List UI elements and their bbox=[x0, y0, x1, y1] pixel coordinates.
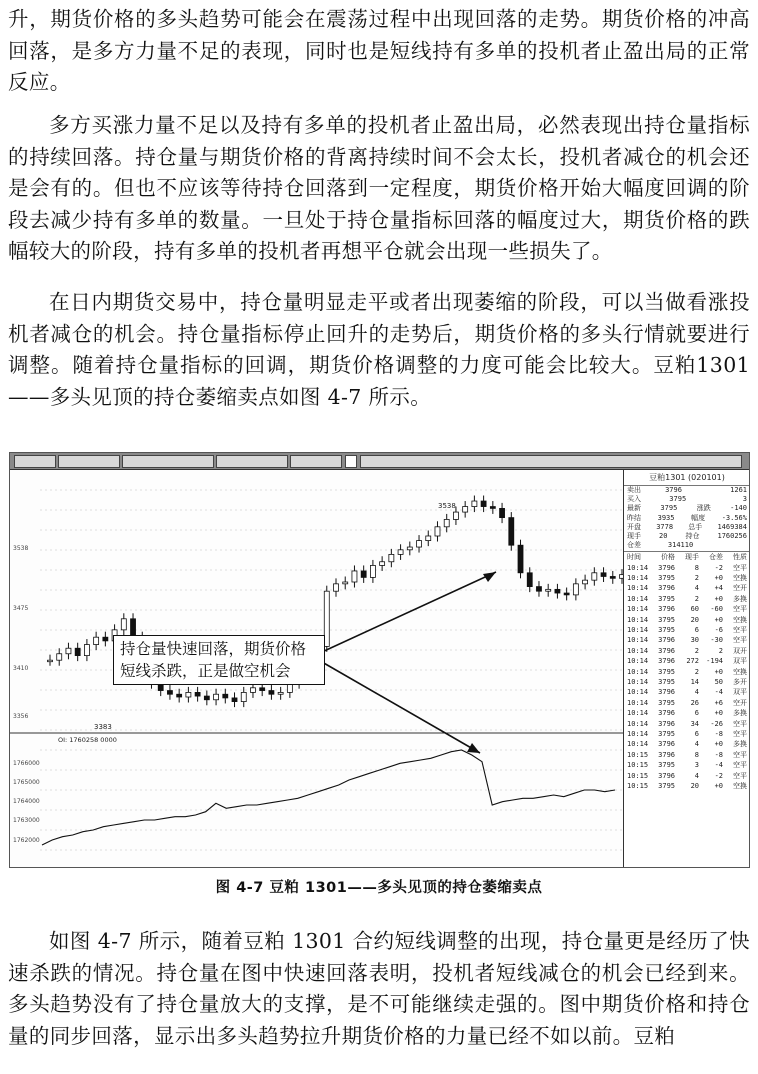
quote-cell: 1760256 bbox=[717, 531, 747, 540]
arrow-head-upper bbox=[483, 572, 496, 582]
toolbar-button[interactable] bbox=[58, 455, 120, 468]
toolbar-button[interactable] bbox=[360, 455, 742, 468]
tick-header-cell: 仓差 bbox=[709, 553, 723, 562]
price-high-label: 3538 bbox=[438, 502, 456, 510]
candle-body bbox=[481, 501, 486, 507]
tick-cell: 2 bbox=[718, 646, 723, 655]
tick-cell: 272 bbox=[686, 657, 699, 666]
tick-cell: 6 bbox=[694, 729, 699, 738]
candle-body bbox=[536, 587, 541, 592]
candle-body bbox=[204, 696, 209, 700]
candle-body bbox=[66, 648, 71, 654]
tick-row bbox=[624, 583, 750, 593]
tick-cell: 3795 bbox=[658, 574, 675, 583]
candle-body bbox=[509, 518, 514, 546]
toolbar-button[interactable] bbox=[290, 455, 342, 468]
tick-cell: 10:15 bbox=[627, 750, 649, 759]
tick-cell: 10:14 bbox=[627, 719, 649, 728]
tick-cell: -194 bbox=[706, 657, 723, 666]
tick-cell: 3795 bbox=[658, 594, 675, 603]
oi-axis-label: 1765000 bbox=[13, 779, 40, 786]
tick-cell: 空平 bbox=[733, 771, 747, 780]
tick-cell: 4 bbox=[694, 771, 699, 780]
tick-row bbox=[624, 604, 750, 614]
quote-cell: 3935 bbox=[657, 513, 675, 522]
candle-body bbox=[610, 576, 615, 578]
tick-cell: 34 bbox=[690, 719, 699, 728]
candle-body bbox=[278, 692, 283, 694]
tick-cell: 4 bbox=[694, 584, 699, 593]
tick-cell: 3795 bbox=[658, 678, 675, 686]
tick-cell: 3796 bbox=[658, 740, 675, 749]
quote-row bbox=[624, 523, 750, 532]
candle-body bbox=[57, 654, 62, 660]
quote-cell: 仓差 bbox=[627, 541, 641, 550]
quote-row bbox=[624, 486, 750, 495]
candle-body bbox=[177, 694, 182, 697]
tick-cell: 26 bbox=[690, 698, 699, 707]
tick-cell: 空平 bbox=[733, 626, 747, 635]
tick-header bbox=[624, 552, 750, 562]
tick-cell: 3796 bbox=[658, 688, 675, 697]
candle-body bbox=[324, 591, 329, 646]
quote-cell: 最新 bbox=[627, 504, 641, 513]
oi-axis-label: 1762000 bbox=[13, 837, 40, 844]
tick-cell: +6 bbox=[714, 698, 723, 707]
toolbar-button[interactable] bbox=[216, 455, 288, 468]
annotation-arrows bbox=[322, 572, 496, 753]
tick-cell: 多换 bbox=[733, 740, 747, 749]
tick-cell: 4 bbox=[694, 740, 699, 749]
tick-cell: 30 bbox=[690, 636, 699, 645]
quote-cell: 3796 bbox=[665, 486, 682, 494]
tick-cell: 空开 bbox=[733, 698, 747, 707]
tick-cell: 空平 bbox=[733, 750, 747, 759]
tick-row bbox=[624, 667, 750, 677]
paragraph-3: 在日内期货交易中，持仓量明显走平或者出现萎缩的阶段，可以当做看涨投机者减仓的机会。持仓量指标停止回升的走势后，期货价格的多头行情就要进行调整。随着持仓量指标的回调，期货价格调整的力度可能会比较大。豆粕1301——多头见顶的持仓萎缩卖点如图 4-7 所示。 bbox=[8, 290, 750, 409]
tick-cell: 10:14 bbox=[627, 709, 649, 718]
tick-cell: 空平 bbox=[733, 719, 747, 728]
tick-cell: 3795 bbox=[658, 698, 675, 707]
candle-body bbox=[195, 692, 200, 696]
tick-cell: 3796 bbox=[658, 709, 675, 718]
candle-body bbox=[361, 571, 366, 577]
quote-cell: 卖出 bbox=[627, 486, 641, 494]
toolbar-button[interactable] bbox=[14, 455, 56, 468]
candle-body bbox=[463, 507, 468, 513]
tick-cell: 10:14 bbox=[627, 594, 649, 603]
tick-cell: 3795 bbox=[658, 615, 675, 624]
tick-cell: 空换 bbox=[733, 574, 747, 583]
candle-body bbox=[103, 637, 108, 641]
tick-row bbox=[624, 739, 750, 749]
tick-row bbox=[624, 719, 750, 729]
tick-cell: +0 bbox=[714, 781, 723, 790]
tick-row bbox=[624, 635, 750, 645]
tick-cell: 3795 bbox=[658, 667, 675, 676]
candle-body bbox=[407, 547, 412, 550]
tick-cell: 10:14 bbox=[627, 646, 649, 655]
arrow-line-lower bbox=[322, 662, 480, 753]
quote-cell: 1261 bbox=[730, 486, 747, 494]
candle-body bbox=[527, 573, 532, 587]
tick-cell: 10:14 bbox=[627, 729, 649, 738]
tick-cell: 10:14 bbox=[627, 667, 649, 676]
candle-body bbox=[167, 691, 172, 695]
quote-cell: 买入 bbox=[627, 495, 641, 504]
tick-cell: 多换 bbox=[733, 594, 747, 603]
tick-cell: 3796 bbox=[658, 771, 675, 780]
candle-body bbox=[601, 573, 606, 577]
candle-body bbox=[250, 688, 255, 693]
tick-cell: 3796 bbox=[658, 636, 675, 645]
toolbar-button[interactable] bbox=[345, 455, 357, 468]
tick-row bbox=[624, 750, 750, 760]
tick-cell: 空换 bbox=[733, 781, 747, 790]
quote-cell: 总手 bbox=[688, 522, 703, 531]
quote-cell: -140 bbox=[730, 504, 747, 513]
tick-row bbox=[624, 729, 750, 739]
tick-cell: +0 bbox=[714, 615, 723, 624]
tick-cell: 3 bbox=[694, 761, 699, 770]
tick-cell: -8 bbox=[714, 750, 723, 759]
tick-cell: 10:14 bbox=[627, 678, 649, 686]
candle-body bbox=[592, 573, 597, 580]
tick-row bbox=[624, 563, 750, 573]
candle-body bbox=[269, 691, 274, 695]
figure-caption: 图 4-7 豆粕 1301——多头见顶的持仓萎缩卖点 bbox=[215, 880, 543, 896]
tick-row bbox=[624, 594, 750, 604]
tick-cell: 3795 bbox=[658, 761, 675, 770]
tick-cell: -2 bbox=[714, 771, 723, 780]
quote-panel bbox=[623, 470, 750, 867]
oi-axis-label: 1763000 bbox=[13, 817, 40, 824]
oi-legend-label: OI: 1760258 0000 bbox=[58, 736, 117, 744]
candle-body bbox=[260, 688, 265, 691]
candle-body bbox=[518, 545, 523, 573]
quote-summary bbox=[624, 486, 750, 550]
y-axis-label: 3356 bbox=[13, 713, 29, 720]
candle-body bbox=[334, 584, 339, 591]
tick-cell: +4 bbox=[714, 584, 723, 593]
candle-body bbox=[84, 645, 89, 656]
tick-row bbox=[624, 615, 750, 625]
tick-row bbox=[624, 760, 750, 770]
quote-row bbox=[624, 532, 750, 541]
candle-body bbox=[564, 593, 569, 595]
quote-cell: 3 bbox=[742, 495, 747, 504]
candle-body bbox=[380, 562, 385, 566]
tick-cell: 60 bbox=[690, 605, 699, 614]
tick-header-cell: 现手 bbox=[685, 553, 699, 562]
toolbar-button[interactable] bbox=[122, 455, 214, 468]
candle-body bbox=[232, 698, 237, 702]
tick-cell: 10:14 bbox=[627, 626, 649, 635]
tick-cell: -4 bbox=[714, 688, 723, 697]
quote-cell: 涨跌 bbox=[696, 504, 711, 513]
tick-cell: 10:14 bbox=[627, 605, 649, 614]
tick-cell: -60 bbox=[710, 605, 723, 614]
tick-cell: 3796 bbox=[658, 657, 675, 666]
tick-cell: -30 bbox=[710, 636, 723, 645]
quote-cell: 314110 bbox=[667, 541, 694, 550]
tick-header-cell: 时间 bbox=[627, 553, 641, 562]
paragraph-4: 如图 4-7 所示，随着豆粕 1301 合约短线调整的出现，持仓量更是经历了快速杀跌的情况。持仓量在图中快速回落表明，投机者短线减仓的机会已经到来。多头趋势没有了持仓量放大的支撑，是不可能继续走强的。图中期货价格和持仓量的同步回落，显示出多头趋势拉升期货价格的力量已经不如以前。豆粕 bbox=[8, 929, 750, 1048]
tick-cell: 8 bbox=[694, 750, 699, 759]
quote-cell: 20 bbox=[659, 531, 668, 540]
candle-body bbox=[426, 536, 431, 541]
tick-cell: 空平 bbox=[733, 636, 747, 645]
tick-cell: -26 bbox=[710, 719, 723, 728]
candle-body bbox=[241, 692, 246, 701]
tick-list bbox=[624, 551, 750, 791]
candle-body bbox=[453, 512, 458, 519]
candle-body bbox=[444, 519, 449, 526]
candle-body bbox=[186, 692, 191, 697]
tick-cell: 空平 bbox=[733, 729, 747, 738]
quote-cell: 幅度 bbox=[691, 513, 706, 522]
tick-row bbox=[624, 708, 750, 718]
quote-cell: 3795 bbox=[669, 495, 687, 504]
tick-cell: 10:15 bbox=[627, 771, 649, 780]
tick-cell: 6 bbox=[694, 709, 699, 718]
tick-cell: 2 bbox=[694, 646, 699, 655]
tick-cell: +0 bbox=[714, 709, 723, 718]
candle-body bbox=[398, 550, 403, 555]
tick-cell: 10:14 bbox=[627, 563, 649, 572]
candle-body bbox=[417, 541, 422, 547]
tick-cell: -2 bbox=[714, 563, 723, 572]
tick-cell: 空平 bbox=[733, 563, 747, 572]
tick-cell: 10:14 bbox=[627, 584, 649, 593]
tick-row bbox=[624, 677, 750, 687]
tick-cell: +0 bbox=[714, 594, 723, 603]
oi-axis-label: 1766000 bbox=[13, 760, 40, 767]
tick-cell: 10:15 bbox=[627, 761, 649, 770]
chart-figure bbox=[9, 452, 750, 868]
candle-body bbox=[121, 619, 126, 630]
candle-body bbox=[389, 554, 394, 561]
tick-cell: 10:14 bbox=[627, 740, 649, 749]
candle-body bbox=[94, 637, 99, 644]
y-axis-label: 3475 bbox=[13, 605, 29, 612]
candle-body bbox=[546, 589, 551, 591]
candle-body bbox=[435, 527, 440, 536]
quote-cell: 现手 bbox=[627, 531, 641, 540]
quote-panel-title: 豆粕1301 (020101) bbox=[624, 470, 750, 486]
paragraph-2: 多方买涨力量不足以及持有多单的投机者止盈出局，必然表现出持仓量指标的持续回落。持仓量与期货价格的背离持续时间不会太长，投机者减仓的机会还是会有的。但也不应该等待持仓回落到一定程度，期货价格开始大幅度回调的阶段去减少持有多单的数量。一旦处于持仓量指标回落的幅度过大，期货价格的跌幅较大的阶段，持有多单的投机者再想平仓就会出现一些损失了。 bbox=[8, 113, 750, 263]
quote-cell: 3778 bbox=[656, 522, 674, 531]
tick-cell: 20 bbox=[690, 781, 699, 790]
chart-toolbar bbox=[10, 453, 749, 470]
candle-body bbox=[214, 694, 219, 700]
tick-header-cell: 性质 bbox=[733, 553, 747, 562]
candle-body bbox=[352, 571, 357, 582]
callout-line-2: 短线杀跌，正是做空机会 bbox=[120, 662, 291, 680]
tick-cell: 空开 bbox=[733, 584, 747, 593]
tick-row bbox=[624, 771, 750, 781]
candle-body bbox=[573, 584, 578, 595]
tick-cell: 10:14 bbox=[627, 688, 649, 697]
tick-cell: +0 bbox=[714, 740, 723, 749]
tick-row bbox=[624, 656, 750, 666]
tick-cell: 2 bbox=[694, 667, 699, 676]
paragraph-1: 升，期货价格的多头趋势可能会在震荡过程中出现回落的走势。期货价格的冲高回落，是多方力量不足的表现，同时也是短线持有多单的投机者止盈出局的正常反应。 bbox=[8, 7, 750, 94]
tick-cell: 空换 bbox=[733, 615, 747, 624]
tick-cell: 3796 bbox=[658, 646, 675, 655]
quote-row bbox=[624, 541, 750, 550]
tick-cell: 6 bbox=[694, 626, 699, 635]
quote-cell: 3795 bbox=[660, 504, 678, 513]
tick-cell: 双开 bbox=[733, 646, 747, 655]
y-axis-label: 3538 bbox=[13, 545, 29, 552]
quote-cell: 昨结 bbox=[627, 513, 641, 522]
y-axis-label: 3410 bbox=[13, 665, 29, 672]
tick-cell: 多开 bbox=[733, 678, 747, 686]
tick-cell: -4 bbox=[714, 761, 723, 770]
quote-cell: 开盘 bbox=[627, 522, 641, 531]
tick-cell: 50 bbox=[714, 678, 723, 686]
candle-body bbox=[370, 565, 375, 577]
price-low-label: 3383 bbox=[94, 723, 112, 731]
arrow-head-lower bbox=[467, 743, 480, 753]
tick-cell: -8 bbox=[714, 729, 723, 738]
tick-cell: 20 bbox=[690, 615, 699, 624]
tick-cell: +0 bbox=[714, 574, 723, 583]
tick-cell: 多换 bbox=[733, 709, 747, 718]
tick-cell: 2 bbox=[694, 574, 699, 583]
tick-cell: 空换 bbox=[733, 667, 747, 676]
tick-cell: 3796 bbox=[658, 750, 675, 759]
tick-cell: 3795 bbox=[658, 626, 675, 635]
tick-cell: 14 bbox=[690, 678, 699, 686]
annotation-callout bbox=[113, 635, 325, 685]
tick-cell: 2 bbox=[694, 594, 699, 603]
quote-cell: 1469384 bbox=[717, 522, 747, 531]
tick-header-cell: 价格 bbox=[661, 553, 675, 562]
quote-row bbox=[624, 504, 750, 513]
tick-row bbox=[624, 573, 750, 583]
oi-axis-label: 1764000 bbox=[13, 798, 40, 805]
tick-cell: 双平 bbox=[733, 657, 747, 666]
tick-cell: 10:14 bbox=[627, 698, 649, 707]
candle-body bbox=[583, 580, 588, 584]
quote-row bbox=[624, 514, 750, 523]
tick-cell: 10:14 bbox=[627, 657, 649, 666]
tick-cell: 空平 bbox=[733, 605, 747, 614]
tick-cell: 10:15 bbox=[627, 781, 649, 790]
candle-body bbox=[500, 508, 505, 517]
tick-cell: 10:14 bbox=[627, 574, 649, 583]
tick-cell: 3796 bbox=[658, 584, 675, 593]
tick-cell: 4 bbox=[694, 688, 699, 697]
tick-cell: +0 bbox=[714, 667, 723, 676]
quote-cell: -3.56% bbox=[721, 513, 747, 522]
tick-cell: -6 bbox=[714, 626, 723, 635]
tick-row bbox=[624, 781, 750, 791]
tick-cell: 3795 bbox=[658, 729, 675, 738]
candle-body bbox=[472, 501, 477, 507]
quote-cell: 持仓 bbox=[685, 531, 700, 540]
open-interest-line bbox=[42, 750, 615, 845]
tick-row bbox=[624, 625, 750, 635]
tick-cell: 8 bbox=[694, 563, 699, 572]
tick-cell: 3795 bbox=[658, 781, 675, 790]
quote-row bbox=[624, 495, 750, 504]
tick-cell: 3796 bbox=[658, 605, 675, 614]
tick-row bbox=[624, 687, 750, 697]
tick-cell: 10:14 bbox=[627, 615, 649, 624]
candle-body bbox=[555, 589, 560, 593]
candle-body bbox=[223, 694, 228, 698]
tick-cell: 3796 bbox=[658, 563, 675, 572]
tick-row bbox=[624, 698, 750, 708]
candle-body bbox=[48, 660, 53, 662]
candle-body bbox=[343, 582, 348, 584]
candle-body bbox=[490, 507, 495, 509]
callout-line-1: 持仓量快速回落，期货价格 bbox=[120, 640, 307, 658]
tick-cell: 双平 bbox=[733, 688, 747, 697]
candle-body bbox=[75, 648, 80, 655]
tick-cell: 空平 bbox=[733, 761, 747, 770]
tick-cell: 10:14 bbox=[627, 636, 649, 645]
tick-cell: 3796 bbox=[658, 719, 675, 728]
tick-row bbox=[624, 646, 750, 656]
